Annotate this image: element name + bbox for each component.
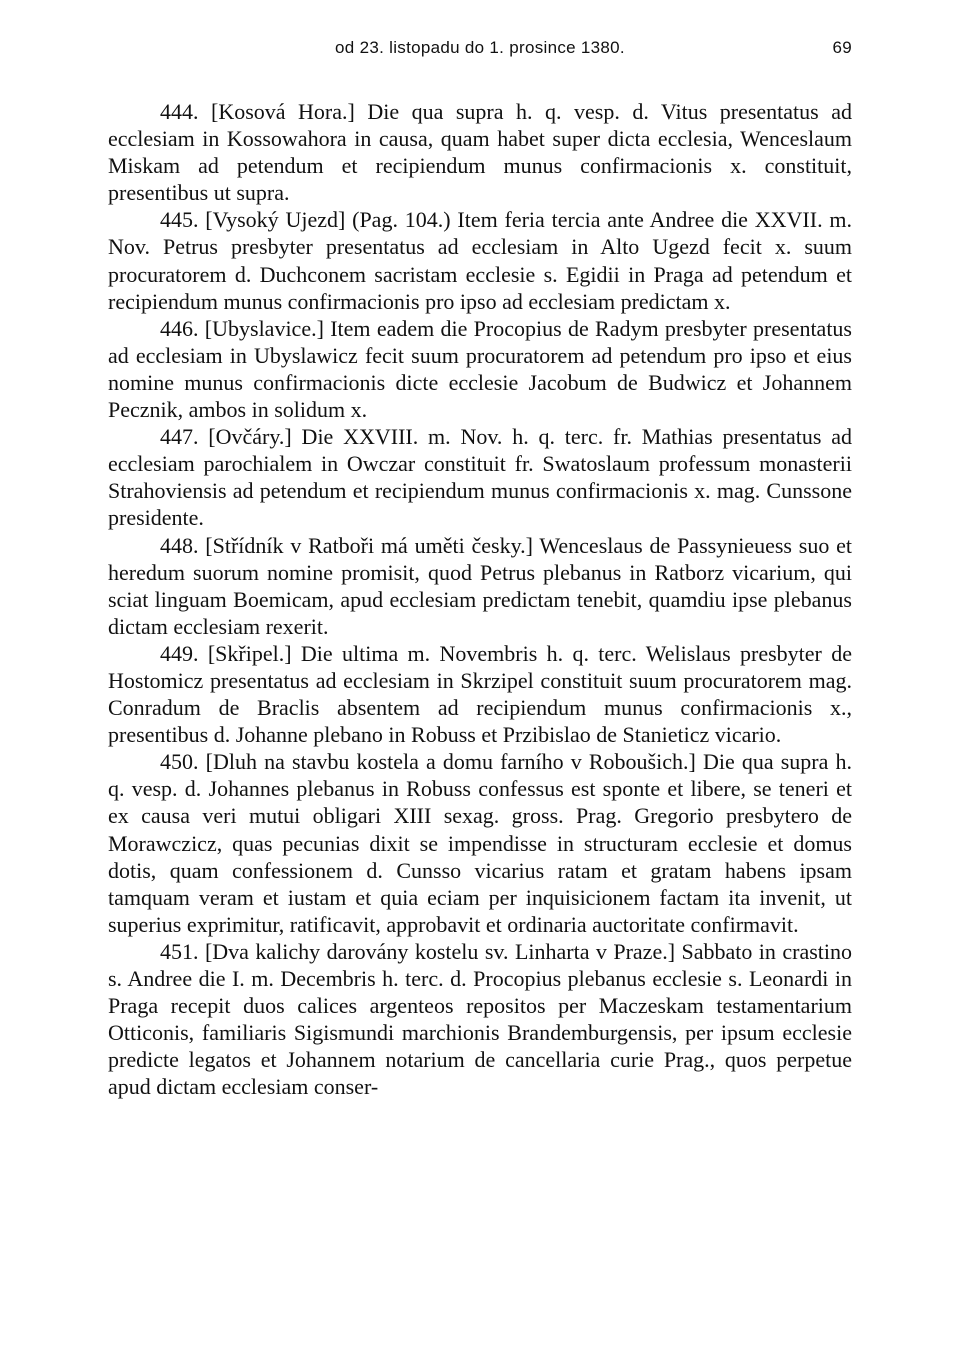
running-header <box>108 38 852 62</box>
entry-445: 445. [Vysoký Ujezd] (Pag. 104.) Item feria tercia ante Andree die XXVII. m. Nov. Petrus presbyter presentatus ad ecclesiam in Alto Ugezd fecit x. suum procuratorem d. Duchconem sacristam ecclesie s. Egidii in Praga ad petendum et recipiendum munus confirmacionis pro ipso ad ecclesiam predictam x. <box>108 207 852 314</box>
entry-451: 451. [Dva kalichy darovány kostelu sv. Linharta v Praze.] Sabbato in crastino s. Andree die I. m. Decembris h. terc. d. Procopius plebanus ecclesie s. Leonardi in Praga recepit duos calices argenteos repositos per Maczeskam testamentarium Otticonis, familiaris Sigismundi marchionis Brandemburgensis, per ipsum ecclesie predicte legatos et Johannem notarium de cancellaria curie Prag., quos perpetue apud dictam ecclesiam conser- <box>108 938 852 1100</box>
entry-448: 448. [Střídník v Ratboři má uměti česky.] Wenceslaus de Passynieuess suo et heredum suorum nomine promisit, quod Petrus plebanus in Ratborz vicarium, qui sciat linguam Boemicam, apud ecclesiam predictam tenebit, quamdiu ipse plebanus dictam ecclesiam rexerit. <box>108 532 852 639</box>
entry-446: 446. [Ubyslavice.] Item eadem die Procopius de Radym presbyter presentatus ad ecclesiam in Ubyslawicz fecit suum procuratorem ad petendum pro ipso et eius nomine munus confirmacionis dicte ecclesie Jacobum de Budwicz et Johannem Pecznik, ambos in solidum x. <box>108 315 852 423</box>
entry-449: 449. [Skřipel.] Die ultima m. Novembris h. q. terc. Welislaus presbyter de Hostomicz presentatus ad ecclesiam in Skrzipel constituit suum procuratorem mag. Conradum de Braclis absentem ad recipiendum munus confirmacionis x., presentibus d. Johanne plebano in Robuss et Przibislao de Stanieticz vicario. <box>108 640 852 748</box>
entry-447: 447. [Ovčáry.] Die XXVIII. m. Nov. h. q. terc. fr. Mathias presentatus ad ecclesiam parochialem in Owczar constituit fr. Swatoslaum professum monasterii Strahoviensis ad petendum et recipiendum munus confirmacionis x. mag. Cunssone presidente. <box>108 424 852 531</box>
entry-450: 450. [Dluh na stavbu kostela a domu farního v Roboušich.] Die qua supra h. q. vesp. d. Johannes plebanus in Robuss confessus est sponte et libere, se teneri et ex causa veri mutui obligari XIII sexag. gross. Prag. Gregorio presbytero de Morawczicz, quas pecunias dixit se impendisse in structuram ecclesie et domus dotis, quam confessionem d. Cunsso vicarius ratam et gratam habens ipsam tamquam veram et iustam et quia eciam per inquisicionem factam ita invenit, ut superius exprimitur, ratificavit, approbavit et ordinaria auctoritate confirmavit. <box>108 749 852 937</box>
entry-444: 444. [Kosová Hora.] Die qua supra h. q. vesp. d. Vitus presentatus ad ecclesiam in Kossowahora in causa, quam habet super dicta ecclesia, Wenceslaum Miskam ad petendum et recipiendum munus confirmacionis x. constituit, presentibus ut supra. <box>108 99 852 206</box>
body-text <box>108 98 852 1100</box>
page-number: 69 <box>832 38 852 57</box>
running-title: od 23. listopadu do 1. prosince 1380. <box>335 38 625 57</box>
